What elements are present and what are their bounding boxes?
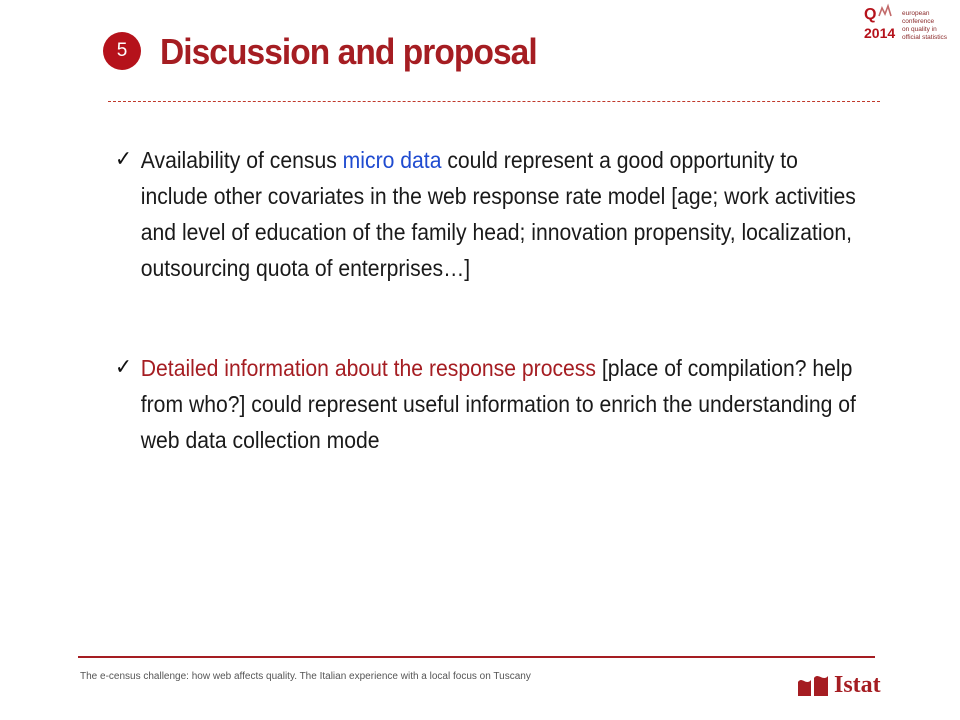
q2014-logo-line: on quality in [902, 26, 937, 33]
q2014-logo-caption [902, 10, 960, 42]
bullet-item [115, 350, 868, 458]
checkmark-icon: ✓ [115, 147, 132, 172]
bullet-highlight: Detailed information about the response process [140, 355, 596, 381]
svg-text:Q: Q [864, 6, 877, 23]
bullet-text: could represent a good opportunity to include other covariates in the web response rate model [age; work activities and level of education of the family head; innovation propensity, localization, outsourcing quota of enterprises…] [140, 147, 856, 281]
istat-logo-icon [796, 672, 830, 698]
svg-text:2014: 2014 [864, 25, 896, 41]
title-divider [108, 101, 880, 102]
footer-divider [78, 656, 875, 658]
bullet-text: Availability of census [140, 147, 343, 173]
slide-content [115, 142, 875, 458]
istat-logo [796, 670, 906, 700]
istat-logo-text: Istat [834, 672, 881, 698]
slide-number-badge [103, 32, 141, 70]
slide-number: 5 [116, 40, 128, 61]
bullet-text: [place of compilation? help from who?] could represent useful information to enrich the understanding of web data collection mode [140, 355, 856, 453]
q2014-logo-line: official statistics [902, 34, 948, 41]
bullet-item [115, 142, 868, 286]
q2014-logo-line: european conference [902, 10, 935, 25]
slide-title: Discussion and proposal [160, 31, 537, 72]
q2014-logo [862, 2, 960, 44]
footer-text: The e-census challenge: how web affects quality. The Italian experience with a local focus on Tuscany [80, 671, 531, 682]
checkmark-icon: ✓ [115, 355, 132, 380]
bullet-highlight: micro data [342, 147, 442, 173]
q2014-logo-icon [862, 2, 902, 44]
